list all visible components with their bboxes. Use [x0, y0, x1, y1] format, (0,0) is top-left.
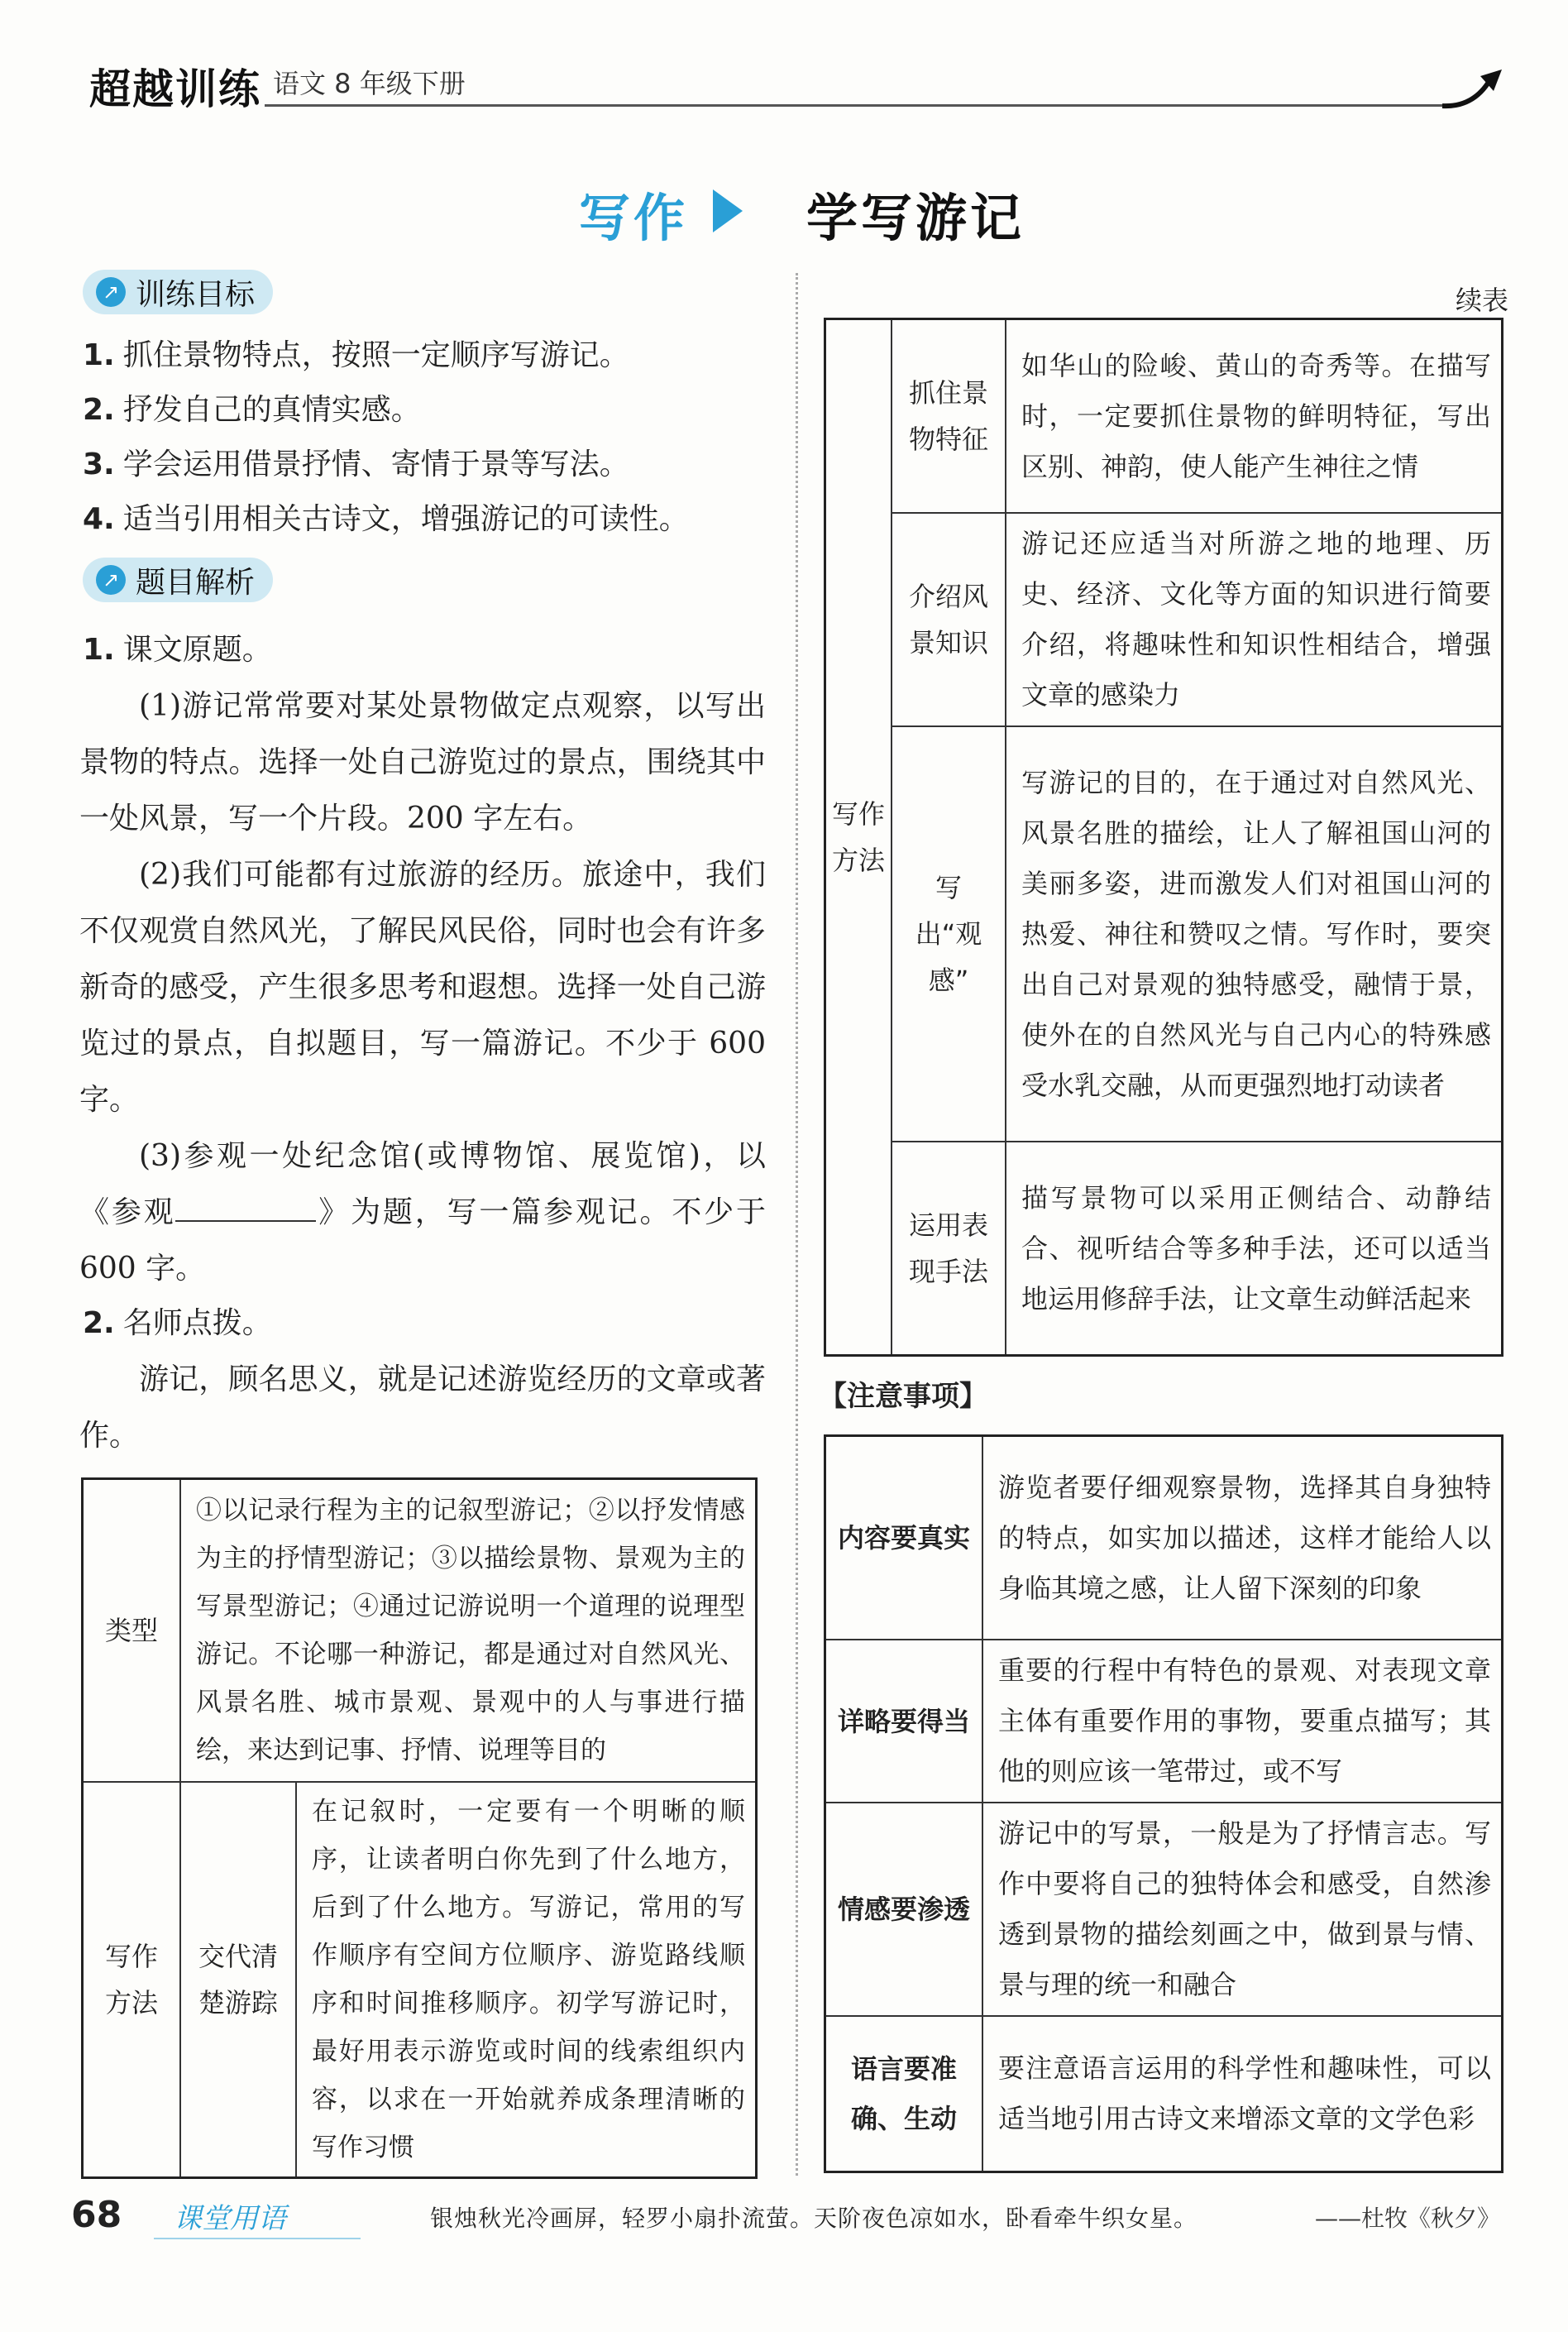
brand-title: 超越训练	[89, 65, 261, 113]
question-item-1: 1. 课文原题。	[83, 633, 272, 667]
type-label: 类型	[83, 1479, 181, 1783]
analysis-label-text: 题目解析	[136, 565, 256, 600]
footer-underline	[154, 2238, 361, 2239]
question-para-2: (2)我们可能都有过旅游的经历。旅途中，我们不仅观赏自然风光，了解民风民俗，同时也会有许多新奇的感受，产生很多思考和遐想。选择一处自己游览过的景点，自拟题目，写一篇游记。不少于 600 字。	[79, 858, 766, 1117]
method-label: 写作方法	[825, 319, 892, 1356]
note-label: 语言要准确、生动	[825, 2016, 983, 2172]
goal-item: 4. 适当引用相关古诗文，增强游记的可读性。	[83, 502, 689, 536]
note-text: 要注意语言运用的科学性和趣味性，可以适当地引用古诗文来增添文章的文学色彩	[982, 2016, 1503, 2172]
goals-label-text: 训练目标	[136, 277, 256, 312]
arrow-up-right-icon: ↗	[96, 277, 126, 307]
route-label: 交代清楚游踪	[180, 1782, 296, 2178]
row-label: 介绍风景知识	[892, 513, 1006, 726]
route-text: 在记叙时，一定要有一个明晰的顺序，让读者明白你先到了什么地方，后到了什么地方。写游记，常用的写作顺序有空间方位顺序、游览路线顺序和时间推移顺序。初学写游记时，最好用表示游览或时间的线索组织内容，以求在一开始就养成条理清晰的写作习惯	[296, 1782, 757, 2178]
footer-source: ——杜牧《秋夕》	[1315, 2205, 1501, 2232]
note-text: 重要的行程中有特色的景观、对表现文章主体有重要作用的事物，要重点描写；其他的则应该一笔带过，或不写	[982, 1640, 1503, 1803]
page-title: 学写游记	[806, 188, 1025, 248]
row-label: 运用表现手法	[892, 1142, 1006, 1356]
note-label: 内容要真实	[825, 1436, 983, 1640]
goal-item: 2. 抒发自己的真情实感。	[83, 393, 421, 427]
note-text: 游记中的写景，一般是为了抒情言志。写作中要将自己的独特体会和感受，自然渗透到景物的描绘刻画之中，做到景与情、景与理的统一和融合	[982, 1803, 1503, 2016]
fill-blank	[175, 1195, 316, 1222]
question-para-1: (1)游记常常要对某处景物做定点观察，以写出景物的特点。选择一处自己游览过的景点，围绕其中一处风景，写一个片段。200 字左右。	[79, 689, 766, 836]
notes-heading: 【注意事项】	[819, 1380, 987, 1413]
method-label: 写作方法	[83, 1782, 181, 2178]
arrow-up-right-icon: ↗	[96, 565, 126, 595]
row-text: 描写景物可以采用正侧结合、动静结合、视听结合等多种手法，还可以适当地运用修辞手法，让文章生动鲜活起来	[1006, 1142, 1503, 1356]
play-triangle-icon	[713, 189, 743, 232]
question-para-4: 游记，顾名思义，就是记述游览经历的文章或著作。	[79, 1362, 766, 1453]
row-label: 抓住景物特征	[892, 319, 1006, 514]
section-analysis-label	[83, 558, 273, 602]
continued-label: 续表	[1456, 285, 1509, 316]
travelogue-table	[81, 1477, 758, 2179]
row-label: 写出“观感”	[892, 726, 1006, 1142]
subject-grade: 语文 8 年级下册	[273, 68, 466, 99]
column-divider	[796, 273, 798, 2176]
note-label: 情感要渗透	[825, 1803, 983, 2016]
footer-label: 课堂用语	[174, 2202, 286, 2235]
footer-quote: 银烛秋光冷画屏，轻罗小扇扑流萤。天阶夜色凉如水，卧看牵牛织女星。	[430, 2205, 1198, 2232]
row-text: 游记还应适当对所游之地的地理、历史、经济、文化等方面的知识进行简要介绍，将趣味性和知识性相结合，增强文章的感染力	[1006, 513, 1503, 726]
note-label: 详略要得当	[825, 1640, 983, 1803]
section-goals-label	[83, 270, 273, 314]
notes-table	[824, 1434, 1503, 2173]
goal-item: 1. 抓住景物特点，按照一定顺序写游记。	[83, 338, 629, 372]
method-table-continued	[824, 318, 1503, 1357]
goal-item: 3. 学会运用借景抒情、寄情于景等写法。	[83, 448, 629, 481]
row-text: 如华山的险峻、黄山的奇秀等。在描写时，一定要抓住景物的鲜明特征，写出区别、神韵，使人能产生神往之情	[1006, 319, 1503, 514]
swoosh-arrow-icon	[1441, 65, 1507, 114]
page-category: 写作	[579, 188, 689, 248]
question-item-2: 2. 名师点拨。	[83, 1306, 272, 1340]
header-rule	[265, 104, 1456, 107]
question-para-3: (3)参观一处纪念馆(或博物馆、展览馆)，以《参观 》为题，写一篇参观记。不少于 600 字。	[79, 1139, 766, 1286]
row-text: 写游记的目的，在于通过对自然风光、风景名胜的描绘，让人了解祖国山河的美丽多姿，进而激发人们对祖国山河的热爱、神往和赞叹之情。写作时，要突出自己对景观的独特感受，融情于景，使外在的自然风光与自己内心的特殊感受水乳交融，从而更强烈地打动读者	[1006, 726, 1503, 1142]
note-text: 游览者要仔细观察景物，选择其自身独特的特点，如实加以描述，这样才能给人以身临其境之感，让人留下深刻的印象	[982, 1436, 1503, 1640]
page-number: 68	[71, 2194, 122, 2236]
type-text: ①以记录行程为主的记叙型游记；②以抒发情感为主的抒情型游记；③以描绘景物、景观为主的写景型游记；④通过记游说明一个道理的说理型游记。不论哪一种游记，都是通过对自然风光、风景名胜、城市景观、景观中的人与事进行描绘，来达到记事、抒情、说理等目的	[180, 1479, 757, 1783]
